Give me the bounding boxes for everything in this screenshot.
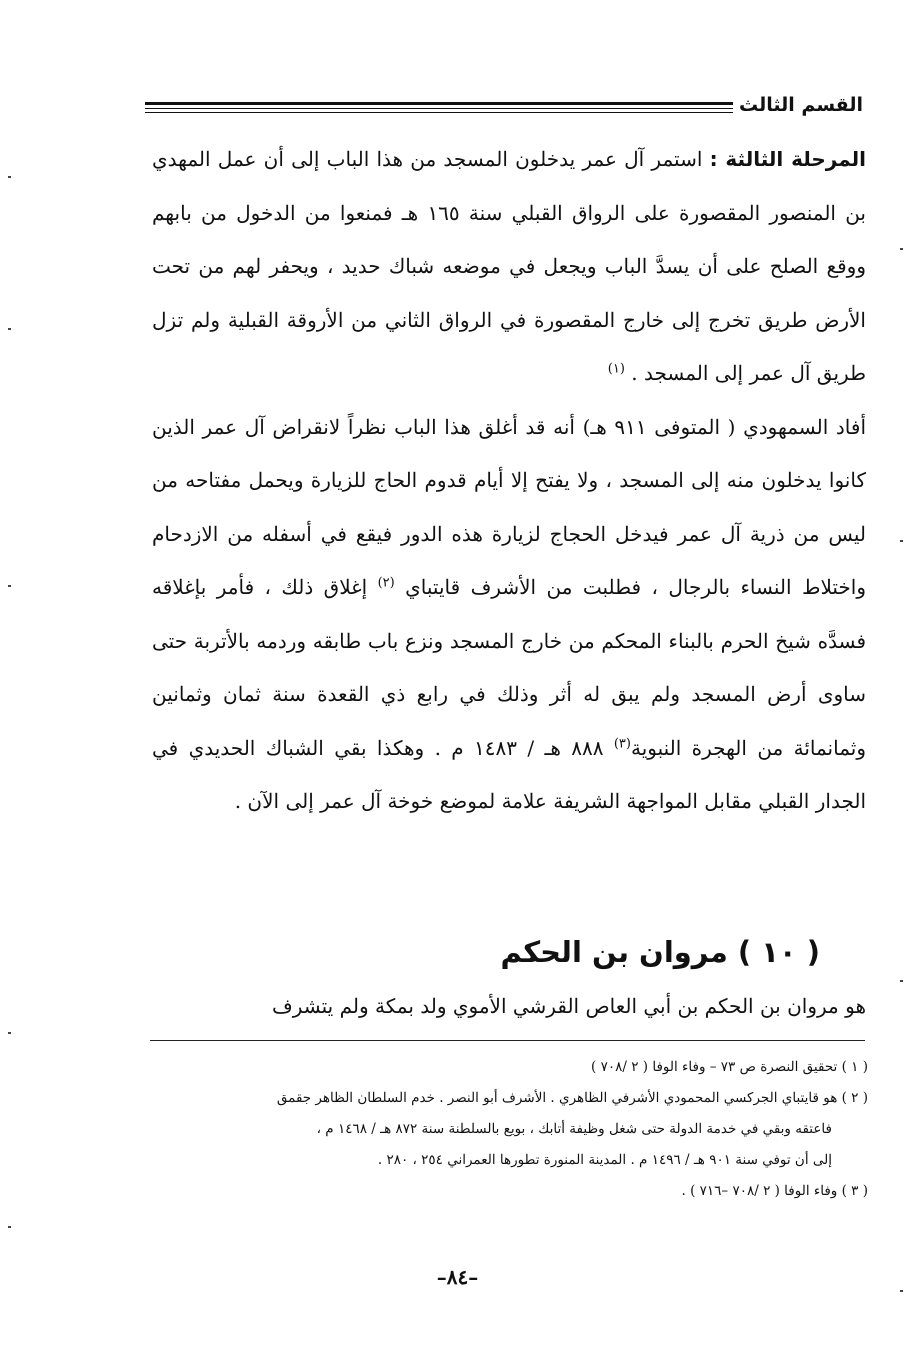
page-number: –٨٤–	[436, 1265, 479, 1289]
footnote-ref-3: (٣)	[613, 735, 631, 751]
footnote-2: ( ٢ ) هو قايتباي الجركسي المحمودي الأشرفي الظاهري . الأشرف أبو النصر . خدم السلطان الظاهر جقمق	[276, 1090, 868, 1106]
chapter-heading: ( ١٠ ) مروان بن الحكم	[500, 935, 820, 969]
chapter-text: هو مروان بن الحكم بن أبي العاص القرشي الأموي ولد بمكة ولم يتشرف	[272, 994, 866, 1018]
paragraph-text: ٨٨٨ هـ / ١٤٨٣ م . وهكذا بقي الشباك الحديدي في الجدار القبلي مقابل المواجهة الشريفة علامة لموضع خوخة آل عمر إلى الآن .	[152, 735, 866, 813]
paragraph-text: استمر آل عمر يدخلون المسجد من هذا الباب إلى أن عمل المهدي بن المنصور المقصورة على الرواق القبلي سنة ١٦٥ هـ فمنعوا من الدخول من بابهم ووقع الصلح على أن يسدَّ الباب ويجعل في موضعه شباك حديد ، ويحفر لهم من تحت الأرض طريق تخرج إلى خارج المقصورة في الرواق الثاني من الأروقة القبلية ولم تزل طريق آل عمر إلى المسجد .	[152, 147, 866, 385]
scan-mark	[8, 176, 11, 178]
scan-mark	[900, 1290, 903, 1292]
footnote-ref-2: (٢)	[377, 575, 395, 591]
paragraph-lead: المرحلة الثالثة :	[709, 147, 867, 171]
scan-mark	[8, 1226, 11, 1228]
scan-mark	[900, 248, 903, 250]
scan-mark	[900, 540, 903, 542]
section-title: القسم الثالث	[739, 94, 863, 116]
header-rule-thin-2	[145, 112, 733, 113]
paragraph-stage-three	[152, 133, 866, 401]
scan-mark	[900, 980, 903, 982]
footnote-ref-1: (١)	[607, 361, 625, 377]
footnote-2-continued: فاعتقه وبقي في خدمة الدولة حتى شغل وظيفة أتابك ، بويع بالسلطنة سنة ٨٧٢ هـ / ١٤٦٨ م ،	[316, 1121, 832, 1137]
paragraph-text: أفاد السمهودي ( المتوفى ٩١١ هـ) أنه قد أغلق هذا الباب نظراً لانقراض آل عمر الذين كانوا يدخلون منه إلى المسجد ، ولا يفتح إلا أيام قدوم الحاج للزيارة ويحمل مفتاحه من ليس من ذرية آل عمر فيدخل الحجاج لزيارة هذه الدور فيقع في أسفله من الازدحام واختلاط النساء بالرجال ، فطلبت من الأشرف قايتباي	[152, 414, 867, 599]
scan-mark	[8, 1032, 11, 1034]
paragraph-text: إغلاق ذلك ، فأمر بإغلاقه فسدَّه شيخ الحرم بالبناء المحكم من خارج المسجد ونزع باب طابقه وردمه بالأتربة حتى ساوى أرض المسجد ولم يبق له أثر وذلك في رابع ذي القعدة سنة ثمان وثمانين وثمانمائة من الهجرة النبوية	[152, 575, 867, 760]
scan-mark	[8, 328, 11, 330]
main-text	[152, 133, 866, 829]
running-header	[145, 92, 863, 126]
scan-mark	[8, 585, 11, 587]
footnote-2-continued: إلى أن توفي سنة ٩٠١ هـ / ١٤٩٦ م . المدينة المنورة تطورها العمراني ٢٥٤ ، ٢٨٠ .	[377, 1152, 832, 1168]
paragraph-samhudi	[152, 401, 866, 829]
header-rule	[145, 102, 733, 105]
header-rule-thin	[145, 108, 733, 109]
footnote-3: ( ٣ ) وفاء الوفا ( ٢ /٧٠٨ –٧١٦ ) .	[681, 1183, 868, 1199]
footnote-1: ( ١ ) تحقيق النصرة ص ٧٣ – وفاء الوفا ( ٢ /٧٠٨ )	[591, 1059, 868, 1075]
footnotes	[150, 1052, 868, 1207]
footnote-divider	[150, 1040, 865, 1041]
